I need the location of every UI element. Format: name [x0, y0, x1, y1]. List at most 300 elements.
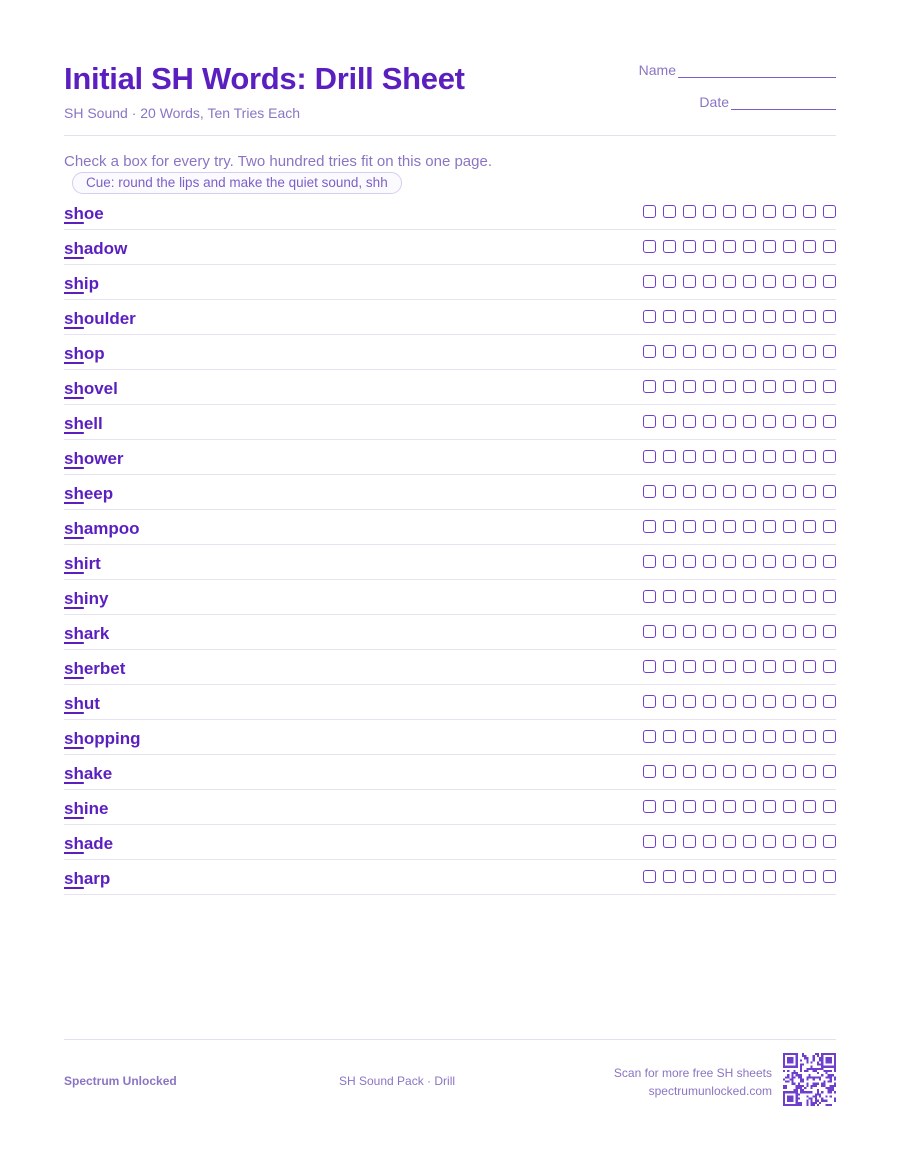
- name-label: Name: [638, 62, 676, 78]
- checkbox-icon[interactable]: [763, 415, 776, 428]
- checkbox-icon[interactable]: [803, 205, 816, 218]
- checkbox-icon[interactable]: [643, 205, 656, 218]
- word-prefix: sh: [64, 624, 84, 643]
- checkbox-icon[interactable]: [663, 870, 676, 883]
- checkbox-icon[interactable]: [803, 555, 816, 568]
- checkbox-icon[interactable]: [683, 870, 696, 883]
- checkbox-icon[interactable]: [823, 380, 836, 393]
- checkbox-icon[interactable]: [783, 695, 796, 708]
- checkbox-icon[interactable]: [683, 450, 696, 463]
- checkbox-icon[interactable]: [643, 380, 656, 393]
- checkbox-icon[interactable]: [703, 415, 716, 428]
- checkbox-icon[interactable]: [763, 450, 776, 463]
- word-label: [64, 344, 105, 364]
- checkbox-icon[interactable]: [743, 415, 756, 428]
- checkbox-icon[interactable]: [803, 765, 816, 778]
- checkbox-icon[interactable]: [823, 695, 836, 708]
- checkbox-icon[interactable]: [683, 415, 696, 428]
- checkbox-icon[interactable]: [683, 555, 696, 568]
- try-boxes: [643, 275, 836, 288]
- word-row: [64, 265, 836, 300]
- checkbox-icon[interactable]: [723, 240, 736, 253]
- checkbox-icon[interactable]: [823, 275, 836, 288]
- checkbox-icon[interactable]: [743, 205, 756, 218]
- checkbox-icon[interactable]: [723, 625, 736, 638]
- checkbox-icon[interactable]: [783, 275, 796, 288]
- word-row: [64, 685, 836, 720]
- try-boxes: [643, 870, 836, 883]
- checkbox-icon[interactable]: [743, 695, 756, 708]
- word-prefix: sh: [64, 834, 84, 853]
- checkbox-icon[interactable]: [723, 590, 736, 603]
- checkbox-icon[interactable]: [823, 730, 836, 743]
- word-rest: arp: [83, 869, 111, 888]
- word-label: [64, 414, 103, 434]
- checkbox-icon[interactable]: [643, 450, 656, 463]
- footer-brand: Spectrum Unlocked: [64, 1074, 177, 1088]
- checkbox-icon[interactable]: [723, 835, 736, 848]
- try-boxes: [643, 310, 836, 323]
- checkbox-icon[interactable]: [783, 380, 796, 393]
- checkbox-icon[interactable]: [823, 485, 836, 498]
- checkbox-icon[interactable]: [663, 660, 676, 673]
- checkbox-icon[interactable]: [643, 275, 656, 288]
- checkbox-icon[interactable]: [643, 765, 656, 778]
- word-label: [64, 729, 141, 749]
- checkbox-icon[interactable]: [823, 240, 836, 253]
- checkbox-icon[interactable]: [683, 485, 696, 498]
- checkbox-icon[interactable]: [703, 310, 716, 323]
- checkbox-icon[interactable]: [663, 730, 676, 743]
- word-row: [64, 755, 836, 790]
- checkbox-icon[interactable]: [763, 485, 776, 498]
- try-boxes: [643, 800, 836, 813]
- try-boxes: [643, 205, 836, 218]
- checkbox-icon[interactable]: [763, 730, 776, 743]
- word-rest: op: [83, 344, 105, 363]
- checkbox-icon[interactable]: [703, 345, 716, 358]
- checkbox-icon[interactable]: [803, 590, 816, 603]
- checkbox-icon[interactable]: [643, 800, 656, 813]
- checkbox-icon[interactable]: [663, 520, 676, 533]
- checkbox-icon[interactable]: [743, 345, 756, 358]
- word-rest: ine: [83, 799, 109, 818]
- checkbox-icon[interactable]: [823, 555, 836, 568]
- word-label: [64, 239, 127, 259]
- word-rest: ark: [83, 624, 110, 643]
- word-label: [64, 834, 113, 854]
- try-boxes: [643, 485, 836, 498]
- checkbox-icon[interactable]: [763, 660, 776, 673]
- try-boxes: [643, 555, 836, 568]
- checkbox-icon[interactable]: [703, 870, 716, 883]
- checkbox-icon[interactable]: [703, 730, 716, 743]
- checkbox-icon[interactable]: [763, 590, 776, 603]
- checkbox-icon[interactable]: [803, 240, 816, 253]
- checkbox-icon[interactable]: [823, 765, 836, 778]
- word-label: [64, 309, 136, 329]
- checkbox-icon[interactable]: [723, 345, 736, 358]
- checkbox-icon[interactable]: [663, 415, 676, 428]
- checkbox-icon[interactable]: [823, 800, 836, 813]
- try-boxes: [643, 380, 836, 393]
- checkbox-icon[interactable]: [683, 730, 696, 743]
- checkbox-icon[interactable]: [763, 275, 776, 288]
- checkbox-icon[interactable]: [663, 765, 676, 778]
- checkbox-icon[interactable]: [823, 520, 836, 533]
- checkbox-icon[interactable]: [803, 835, 816, 848]
- checkbox-icon[interactable]: [763, 695, 776, 708]
- checkbox-icon[interactable]: [723, 870, 736, 883]
- page-subtitle: SH Sound · 20 Words, Ten Tries Each: [64, 105, 301, 121]
- checkbox-icon[interactable]: [663, 485, 676, 498]
- checkbox-icon[interactable]: [703, 450, 716, 463]
- date-line[interactable]: [731, 96, 836, 110]
- checkbox-icon[interactable]: [703, 555, 716, 568]
- checkbox-icon[interactable]: [743, 555, 756, 568]
- footer-scan: [614, 1064, 772, 1100]
- checkbox-icon[interactable]: [683, 695, 696, 708]
- checkbox-icon[interactable]: [823, 345, 836, 358]
- checkbox-icon[interactable]: [643, 310, 656, 323]
- checkbox-icon[interactable]: [643, 240, 656, 253]
- checkbox-icon[interactable]: [683, 835, 696, 848]
- checkbox-icon[interactable]: [663, 205, 676, 218]
- try-boxes: [643, 730, 836, 743]
- checkbox-icon[interactable]: [743, 380, 756, 393]
- checkbox-icon[interactable]: [703, 380, 716, 393]
- sheet-footer: [64, 1039, 836, 1111]
- word-label: [64, 554, 101, 574]
- checkbox-icon[interactable]: [823, 415, 836, 428]
- checkbox-icon[interactable]: [643, 660, 656, 673]
- checkbox-icon[interactable]: [743, 660, 756, 673]
- checkbox-icon[interactable]: [703, 765, 716, 778]
- checkbox-icon[interactable]: [683, 625, 696, 638]
- checkbox-icon[interactable]: [783, 345, 796, 358]
- word-label: [64, 274, 99, 294]
- checkbox-icon[interactable]: [783, 835, 796, 848]
- checkbox-icon[interactable]: [643, 485, 656, 498]
- checkbox-icon[interactable]: [703, 275, 716, 288]
- checkbox-icon[interactable]: [743, 765, 756, 778]
- checkbox-icon[interactable]: [683, 310, 696, 323]
- word-prefix: sh: [64, 484, 84, 503]
- word-label: [64, 659, 125, 679]
- checkbox-icon[interactable]: [663, 275, 676, 288]
- checkbox-icon[interactable]: [823, 310, 836, 323]
- checkbox-icon[interactable]: [803, 485, 816, 498]
- checkbox-icon[interactable]: [743, 590, 756, 603]
- checkbox-icon[interactable]: [743, 485, 756, 498]
- checkbox-icon[interactable]: [803, 695, 816, 708]
- checkbox-icon[interactable]: [803, 870, 816, 883]
- checkbox-icon[interactable]: [823, 205, 836, 218]
- checkbox-icon[interactable]: [783, 765, 796, 778]
- checkbox-icon[interactable]: [743, 835, 756, 848]
- word-row: [64, 405, 836, 440]
- word-label: [64, 204, 104, 224]
- word-row: [64, 615, 836, 650]
- checkbox-icon[interactable]: [663, 800, 676, 813]
- checkbox-icon[interactable]: [743, 870, 756, 883]
- checkbox-icon[interactable]: [683, 345, 696, 358]
- try-boxes: [643, 590, 836, 603]
- checkbox-icon[interactable]: [763, 240, 776, 253]
- date-field[interactable]: [699, 94, 836, 110]
- checkbox-icon[interactable]: [663, 240, 676, 253]
- instructions: [64, 151, 504, 194]
- checkbox-icon[interactable]: [723, 765, 736, 778]
- word-rest: oe: [83, 204, 104, 223]
- word-label: [64, 694, 100, 714]
- try-boxes: [643, 520, 836, 533]
- try-boxes: [643, 695, 836, 708]
- checkbox-icon[interactable]: [703, 240, 716, 253]
- checkbox-icon[interactable]: [723, 555, 736, 568]
- footer-pack: SH Sound Pack · Drill: [339, 1074, 456, 1088]
- word-rest: ell: [83, 414, 103, 433]
- word-row: [64, 335, 836, 370]
- try-boxes: [643, 660, 836, 673]
- word-row: [64, 510, 836, 545]
- checkbox-icon[interactable]: [823, 835, 836, 848]
- checkbox-icon[interactable]: [663, 345, 676, 358]
- word-prefix: sh: [64, 449, 84, 468]
- word-list: [64, 195, 836, 895]
- checkbox-icon[interactable]: [763, 555, 776, 568]
- word-prefix: sh: [64, 519, 84, 538]
- checkbox-icon[interactable]: [683, 800, 696, 813]
- checkbox-icon[interactable]: [803, 730, 816, 743]
- word-label: [64, 379, 118, 399]
- checkbox-icon[interactable]: [823, 660, 836, 673]
- checkbox-icon[interactable]: [743, 730, 756, 743]
- checkbox-icon[interactable]: [803, 275, 816, 288]
- checkbox-icon[interactable]: [643, 695, 656, 708]
- checkbox-icon[interactable]: [803, 625, 816, 638]
- checkbox-icon[interactable]: [643, 520, 656, 533]
- word-rest: oulder: [83, 309, 136, 328]
- checkbox-icon[interactable]: [763, 765, 776, 778]
- checkbox-icon[interactable]: [663, 590, 676, 603]
- checkbox-icon[interactable]: [703, 520, 716, 533]
- checkbox-icon[interactable]: [643, 730, 656, 743]
- checkbox-icon[interactable]: [783, 730, 796, 743]
- word-row: [64, 860, 836, 895]
- checkbox-icon[interactable]: [663, 380, 676, 393]
- checkbox-icon[interactable]: [723, 205, 736, 218]
- checkbox-icon[interactable]: [783, 625, 796, 638]
- checkbox-icon[interactable]: [643, 590, 656, 603]
- word-rest: iny: [83, 589, 109, 608]
- try-boxes: [643, 415, 836, 428]
- checkbox-icon[interactable]: [763, 380, 776, 393]
- try-boxes: [643, 625, 836, 638]
- word-prefix: sh: [64, 589, 84, 608]
- checkbox-icon[interactable]: [703, 590, 716, 603]
- checkbox-icon[interactable]: [703, 485, 716, 498]
- checkbox-icon[interactable]: [703, 625, 716, 638]
- checkbox-icon[interactable]: [783, 415, 796, 428]
- checkbox-icon[interactable]: [823, 625, 836, 638]
- word-prefix: sh: [64, 694, 84, 713]
- qr-code-icon: [783, 1053, 836, 1106]
- checkbox-icon[interactable]: [743, 800, 756, 813]
- checkbox-icon[interactable]: [783, 590, 796, 603]
- checkbox-icon[interactable]: [743, 520, 756, 533]
- word-prefix: sh: [64, 729, 84, 748]
- checkbox-icon[interactable]: [783, 520, 796, 533]
- checkbox-icon[interactable]: [803, 380, 816, 393]
- checkbox-icon[interactable]: [743, 310, 756, 323]
- word-prefix: sh: [64, 869, 84, 888]
- checkbox-icon[interactable]: [783, 870, 796, 883]
- checkbox-icon[interactable]: [783, 310, 796, 323]
- checkbox-icon[interactable]: [743, 450, 756, 463]
- checkbox-icon[interactable]: [783, 800, 796, 813]
- word-rest: erbet: [83, 659, 126, 678]
- word-prefix: sh: [64, 309, 84, 328]
- checkbox-icon[interactable]: [663, 625, 676, 638]
- checkbox-icon[interactable]: [683, 660, 696, 673]
- checkbox-icon[interactable]: [723, 730, 736, 743]
- word-row: [64, 720, 836, 755]
- checkbox-icon[interactable]: [783, 555, 796, 568]
- checkbox-icon[interactable]: [763, 835, 776, 848]
- instructions-text: Check a box for every try. Two hundred tries fit on this one page.: [64, 153, 493, 170]
- cue-pill: Cue: round the lips and make the quiet sound, shh: [72, 172, 402, 194]
- checkbox-icon[interactable]: [783, 450, 796, 463]
- checkbox-icon[interactable]: [823, 590, 836, 603]
- word-label: [64, 519, 140, 539]
- checkbox-icon[interactable]: [763, 520, 776, 533]
- checkbox-icon[interactable]: [723, 800, 736, 813]
- checkbox-icon[interactable]: [783, 485, 796, 498]
- word-rest: ower: [83, 449, 124, 468]
- checkbox-icon[interactable]: [723, 660, 736, 673]
- checkbox-icon[interactable]: [703, 205, 716, 218]
- checkbox-icon[interactable]: [663, 835, 676, 848]
- checkbox-icon[interactable]: [723, 415, 736, 428]
- checkbox-icon[interactable]: [643, 870, 656, 883]
- checkbox-icon[interactable]: [643, 625, 656, 638]
- checkbox-icon[interactable]: [803, 345, 816, 358]
- word-rest: ampoo: [83, 519, 140, 538]
- checkbox-icon[interactable]: [763, 870, 776, 883]
- checkbox-icon[interactable]: [823, 870, 836, 883]
- checkbox-icon[interactable]: [683, 765, 696, 778]
- checkbox-icon[interactable]: [683, 240, 696, 253]
- word-rest: ut: [83, 694, 100, 713]
- word-prefix: sh: [64, 554, 84, 573]
- checkbox-icon[interactable]: [643, 345, 656, 358]
- name-line[interactable]: [678, 64, 836, 78]
- checkbox-icon[interactable]: [723, 485, 736, 498]
- word-prefix: sh: [64, 764, 84, 783]
- footer-url[interactable]: spectrumunlocked.com: [648, 1084, 772, 1098]
- date-label: Date: [699, 94, 729, 110]
- checkbox-icon[interactable]: [783, 205, 796, 218]
- checkbox-icon[interactable]: [663, 450, 676, 463]
- checkbox-icon[interactable]: [823, 450, 836, 463]
- name-field[interactable]: [639, 62, 836, 78]
- checkbox-icon[interactable]: [683, 590, 696, 603]
- checkbox-icon[interactable]: [643, 555, 656, 568]
- word-rest: ovel: [83, 379, 118, 398]
- checkbox-icon[interactable]: [663, 695, 676, 708]
- checkbox-icon[interactable]: [803, 450, 816, 463]
- page-title: Initial SH Words: Drill Sheet: [64, 61, 465, 96]
- word-row: [64, 195, 836, 230]
- checkbox-icon[interactable]: [763, 625, 776, 638]
- checkbox-icon[interactable]: [783, 660, 796, 673]
- checkbox-icon[interactable]: [723, 310, 736, 323]
- checkbox-icon[interactable]: [763, 345, 776, 358]
- word-prefix: sh: [64, 799, 84, 818]
- word-prefix: sh: [64, 344, 84, 363]
- checkbox-icon[interactable]: [703, 660, 716, 673]
- checkbox-icon[interactable]: [783, 240, 796, 253]
- scan-text: Scan for more free SH sheets: [613, 1066, 772, 1080]
- checkbox-icon[interactable]: [703, 695, 716, 708]
- checkbox-icon[interactable]: [743, 625, 756, 638]
- checkbox-icon[interactable]: [683, 380, 696, 393]
- checkbox-icon[interactable]: [703, 800, 716, 813]
- checkbox-icon[interactable]: [763, 800, 776, 813]
- checkbox-icon[interactable]: [723, 450, 736, 463]
- checkbox-icon[interactable]: [723, 275, 736, 288]
- checkbox-icon[interactable]: [723, 380, 736, 393]
- word-label: [64, 799, 108, 819]
- word-label: [64, 449, 124, 469]
- try-boxes: [643, 765, 836, 778]
- checkbox-icon[interactable]: [643, 415, 656, 428]
- checkbox-icon[interactable]: [743, 275, 756, 288]
- word-row: [64, 580, 836, 615]
- try-boxes: [643, 345, 836, 358]
- word-label: [64, 484, 113, 504]
- checkbox-icon[interactable]: [663, 310, 676, 323]
- word-rest: ip: [83, 274, 99, 293]
- checkbox-icon[interactable]: [723, 695, 736, 708]
- checkbox-icon[interactable]: [743, 240, 756, 253]
- word-row: [64, 475, 836, 510]
- checkbox-icon[interactable]: [803, 415, 816, 428]
- checkbox-icon[interactable]: [803, 520, 816, 533]
- word-row: [64, 825, 836, 860]
- checkbox-icon[interactable]: [643, 835, 656, 848]
- word-prefix: sh: [64, 239, 84, 258]
- checkbox-icon[interactable]: [723, 520, 736, 533]
- word-rest: irt: [83, 554, 101, 573]
- word-prefix: sh: [64, 659, 84, 678]
- checkbox-icon[interactable]: [803, 660, 816, 673]
- checkbox-icon[interactable]: [663, 555, 676, 568]
- checkbox-icon[interactable]: [683, 205, 696, 218]
- checkbox-icon[interactable]: [683, 275, 696, 288]
- try-boxes: [643, 835, 836, 848]
- checkbox-icon[interactable]: [763, 310, 776, 323]
- word-rest: ade: [83, 834, 114, 853]
- checkbox-icon[interactable]: [803, 310, 816, 323]
- checkbox-icon[interactable]: [683, 520, 696, 533]
- sheet-header: [64, 58, 836, 136]
- checkbox-icon[interactable]: [703, 835, 716, 848]
- word-rest: opping: [83, 729, 141, 748]
- checkbox-icon[interactable]: [803, 800, 816, 813]
- checkbox-icon[interactable]: [763, 205, 776, 218]
